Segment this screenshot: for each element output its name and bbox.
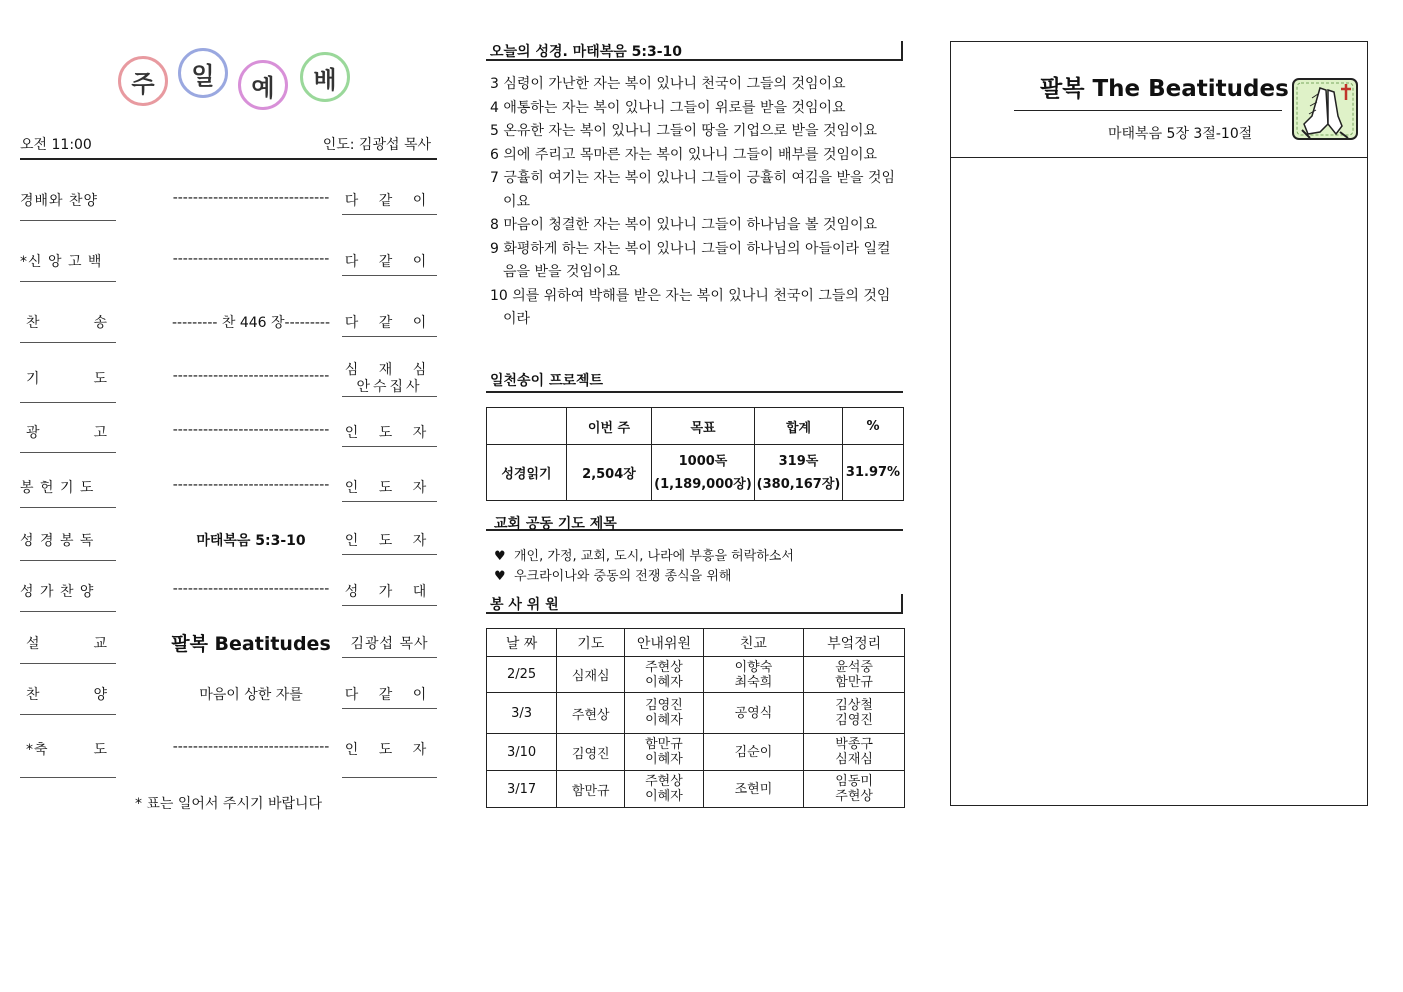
project-heading: 일천송이 프로젝트 xyxy=(486,370,903,393)
verse-line: 7 긍휼히 여기는 자는 복이 있나니 그들이 긍휼히 여김을 받을 것임이요 xyxy=(490,170,896,210)
service-table xyxy=(486,628,905,808)
project-col-header: 이번 주 xyxy=(567,408,652,445)
order-rule-right xyxy=(342,708,437,709)
service-kitchen xyxy=(804,734,905,771)
order-label-b: 도 xyxy=(93,742,108,758)
order-rule-right xyxy=(342,501,437,502)
project-col-header xyxy=(487,408,567,445)
order-rule-right xyxy=(342,396,437,397)
order-who: 인 도 자 xyxy=(344,742,435,758)
service-prayer: 주현상 xyxy=(557,693,625,734)
order-label-b: 송 xyxy=(93,315,108,331)
title-char: 예 xyxy=(238,60,288,110)
order-rule-left xyxy=(20,452,116,453)
order-rule-left xyxy=(20,663,116,664)
order-rule-right xyxy=(342,777,437,778)
service-prayer: 심재심 xyxy=(557,657,625,693)
project-goal-pages: (1,189,000장) xyxy=(654,476,752,492)
order-middle: 마태복음 5:3-10 xyxy=(196,533,306,549)
order-rule-left xyxy=(20,281,116,282)
service-name: 이혜자 xyxy=(645,752,683,767)
order-middle: ------------------------------- xyxy=(172,251,330,267)
project-label: 성경읽기 xyxy=(487,445,567,501)
service-fellow xyxy=(703,734,804,771)
order-middle: 마음이 상한 자를 xyxy=(199,687,303,703)
service-name: 박종구 xyxy=(835,737,873,752)
order-rule-right xyxy=(342,275,437,276)
order-label-a: 설 xyxy=(26,636,41,652)
project-total-books: 319독 xyxy=(778,453,819,469)
order-middle: ------------------------------- xyxy=(172,368,330,384)
order-middle: ------------------------------- xyxy=(172,739,330,755)
service-col-header: 날 짜 xyxy=(487,629,557,657)
project-percent: 31.97% xyxy=(843,445,904,501)
heart-icon: ♥ xyxy=(494,569,506,584)
order-label-a: *축 xyxy=(26,742,49,758)
service-date: 3/17 xyxy=(487,771,557,808)
project-table xyxy=(486,407,904,501)
order-middle: ------------------------------- xyxy=(172,581,330,597)
praying-hands-icon xyxy=(1290,76,1360,142)
worship-title xyxy=(110,44,360,114)
service-leader: 인도: 김광섭 목사 xyxy=(322,137,431,153)
service-fellow xyxy=(703,693,804,734)
project-week: 2,504장 xyxy=(567,445,652,501)
order-rule-right xyxy=(342,554,437,555)
service-col-header: 안내위원 xyxy=(625,629,703,657)
prayer-heading: 교회 공동 기도 제목 xyxy=(486,513,903,531)
order-who: 인 도 자 xyxy=(344,425,435,441)
title-char: 배 xyxy=(300,52,350,102)
service-prayer: 함만규 xyxy=(557,771,625,808)
service-fellow xyxy=(703,771,804,808)
verse-line: 6 의에 주리고 목마른 자는 복이 있나니 그들이 배부를 것임이요 xyxy=(490,146,878,163)
order-middle: ------------------------------- xyxy=(172,422,330,438)
service-prayer: 김영진 xyxy=(557,734,625,771)
service-row xyxy=(487,693,905,734)
order-middle: ------------------------------- xyxy=(172,477,330,493)
verse-line: 9 화평하게 하는 자는 복이 있나니 그들이 하나님의 아들이라 일컬음을 받을 것임이요 xyxy=(490,240,891,280)
order-rule-right xyxy=(342,605,437,606)
service-name: 함만규 xyxy=(645,737,683,752)
verse-line: 8 마음이 청결한 자는 복이 있나니 그들이 하나님을 볼 것임이요 xyxy=(490,217,878,233)
order-who: 다 같 이 xyxy=(344,687,435,703)
project-total-pages: (380,167장) xyxy=(756,476,841,492)
order-label xyxy=(20,368,116,388)
order-rule-left xyxy=(20,777,116,778)
service-heading: 봉 사 위 원 xyxy=(486,594,903,614)
verse-line: 3 심령이 가난한 자는 복이 있나니 천국이 그들의 것임이요 xyxy=(490,76,846,92)
service-row xyxy=(487,657,905,693)
prayer-item xyxy=(494,565,731,584)
project-col-header: 합계 xyxy=(755,408,843,445)
order-rule-right xyxy=(342,336,437,337)
service-name: 심재심 xyxy=(835,752,873,767)
order-rule-left xyxy=(20,342,116,343)
order-label xyxy=(20,739,116,759)
standing-note: * 표는 일어서 주시기 바랍니다 xyxy=(134,796,323,812)
verse-line: 10 의를 위하여 박해를 받은 자는 복이 있나니 천국이 그들의 것임이라 xyxy=(490,287,891,327)
order-rule-left xyxy=(20,507,116,508)
service-date: 2/25 xyxy=(487,657,557,693)
service-name: 주현상 xyxy=(645,659,683,675)
order-who: 인 도 자 xyxy=(344,480,435,496)
service-name: 이향숙 xyxy=(734,659,773,675)
order-label-a: 기 xyxy=(26,371,41,387)
order-who: 다 같 이 xyxy=(344,315,435,331)
scripture-heading: 오늘의 성경. 마태복음 5:3-10 xyxy=(486,41,903,61)
service-name: 김상철 xyxy=(835,698,873,713)
project-goal-books: 1000독 xyxy=(678,453,728,469)
sermon-title-rule xyxy=(1014,110,1282,111)
prayer-item xyxy=(494,545,794,564)
service-date: 3/3 xyxy=(487,693,557,734)
service-time: 오전 11:00 xyxy=(20,137,92,153)
service-name: 이혜자 xyxy=(645,674,683,690)
service-name: 이혜자 xyxy=(645,789,683,804)
order-rule-left xyxy=(20,402,116,403)
sermon-reference: 마태복음 5장 3절-10절 xyxy=(1108,126,1253,142)
service-guide xyxy=(625,657,703,693)
order-rule-right xyxy=(342,214,437,215)
order-label-a: 찬 xyxy=(26,315,41,331)
service-name: 김영진 xyxy=(835,713,873,728)
service-name: 윤석중 xyxy=(835,659,873,675)
service-name: 임동미 xyxy=(835,774,873,789)
order-rule-left xyxy=(20,560,116,561)
title-char: 일 xyxy=(178,48,228,98)
order-who: 심 재 심 xyxy=(344,362,435,378)
order-who: 다 같 이 xyxy=(344,193,435,209)
service-name: 주현상 xyxy=(645,774,683,789)
project-col-header: 목표 xyxy=(652,408,755,445)
order-rule-left xyxy=(20,611,116,612)
project-col-header: % xyxy=(843,408,904,445)
order-rule-right xyxy=(342,657,437,658)
order-who: 다 같 이 xyxy=(344,254,435,270)
order-who: 성 가 대 xyxy=(344,584,435,600)
order-label: 봉 헌 기 도 xyxy=(20,480,95,496)
order-who-title: 안수집사 xyxy=(356,379,423,395)
verse-line: 5 온유한 자는 복이 있나니 그들이 땅을 기업으로 받을 것임이요 xyxy=(490,123,878,139)
project-goal xyxy=(652,445,755,501)
order-label: 경배와 찬양 xyxy=(20,193,99,209)
service-kitchen xyxy=(804,771,905,808)
service-col-header: 부엌정리 xyxy=(804,629,905,657)
order-rule-left xyxy=(20,220,116,221)
prayer-text: 우크라이나와 중동의 전쟁 종식을 위해 xyxy=(514,569,732,584)
order-label: *신 앙 고 백 xyxy=(20,254,103,270)
order-rule-left xyxy=(20,714,116,715)
sermon-title: 팔복 The Beatitudes xyxy=(1040,76,1289,102)
service-row xyxy=(487,734,905,771)
service-name: 김영진 xyxy=(645,698,683,713)
service-kitchen xyxy=(804,657,905,693)
scripture-verses xyxy=(490,73,900,332)
order-label xyxy=(20,684,116,704)
service-name: 김순이 xyxy=(734,744,773,760)
service-name: 공영식 xyxy=(734,705,773,721)
order-who: 김광섭 목사 xyxy=(350,636,429,652)
order-label xyxy=(20,422,116,442)
order-who: 인 도 자 xyxy=(344,533,435,549)
order-label xyxy=(20,633,116,653)
order-label-a: 찬 xyxy=(26,687,41,703)
order-label: 성 가 찬 양 xyxy=(20,584,95,600)
project-total xyxy=(755,445,843,501)
order-label-b: 고 xyxy=(93,425,108,441)
order-label: 성 경 봉 독 xyxy=(20,533,95,549)
service-col-header: 기도 xyxy=(557,629,625,657)
order-label-b: 도 xyxy=(93,371,108,387)
service-guide xyxy=(625,771,703,808)
service-name: 최숙희 xyxy=(734,674,773,690)
title-char: 주 xyxy=(118,56,168,106)
service-col-header: 친교 xyxy=(703,629,804,657)
order-middle: 팔복 Beatitudes xyxy=(171,633,331,655)
service-name: 조현미 xyxy=(734,781,773,797)
order-label xyxy=(20,312,116,332)
service-row xyxy=(487,771,905,808)
order-label-b: 교 xyxy=(93,636,108,652)
service-name: 함만규 xyxy=(835,674,873,690)
verse-line: 4 애통하는 자는 복이 있나니 그들이 위로를 받을 것임이요 xyxy=(490,99,846,116)
heart-icon: ♥ xyxy=(494,549,506,564)
service-fellow xyxy=(703,657,804,693)
order-label-b: 양 xyxy=(93,687,108,703)
service-guide xyxy=(625,734,703,771)
order-rule-right xyxy=(342,446,437,447)
service-kitchen xyxy=(804,693,905,734)
prayer-text: 개인, 가정, 교회, 도시, 나라에 부흥을 허락하소서 xyxy=(514,549,794,564)
service-date: 3/10 xyxy=(487,734,557,771)
order-middle: --------- 찬 446 장--------- xyxy=(171,315,331,331)
order-label-a: 광 xyxy=(26,425,41,441)
order-middle: ------------------------------- xyxy=(172,190,330,206)
service-name: 주현상 xyxy=(835,789,873,804)
worship-header xyxy=(20,134,437,160)
service-guide xyxy=(625,693,703,734)
service-name: 이혜자 xyxy=(645,713,683,728)
